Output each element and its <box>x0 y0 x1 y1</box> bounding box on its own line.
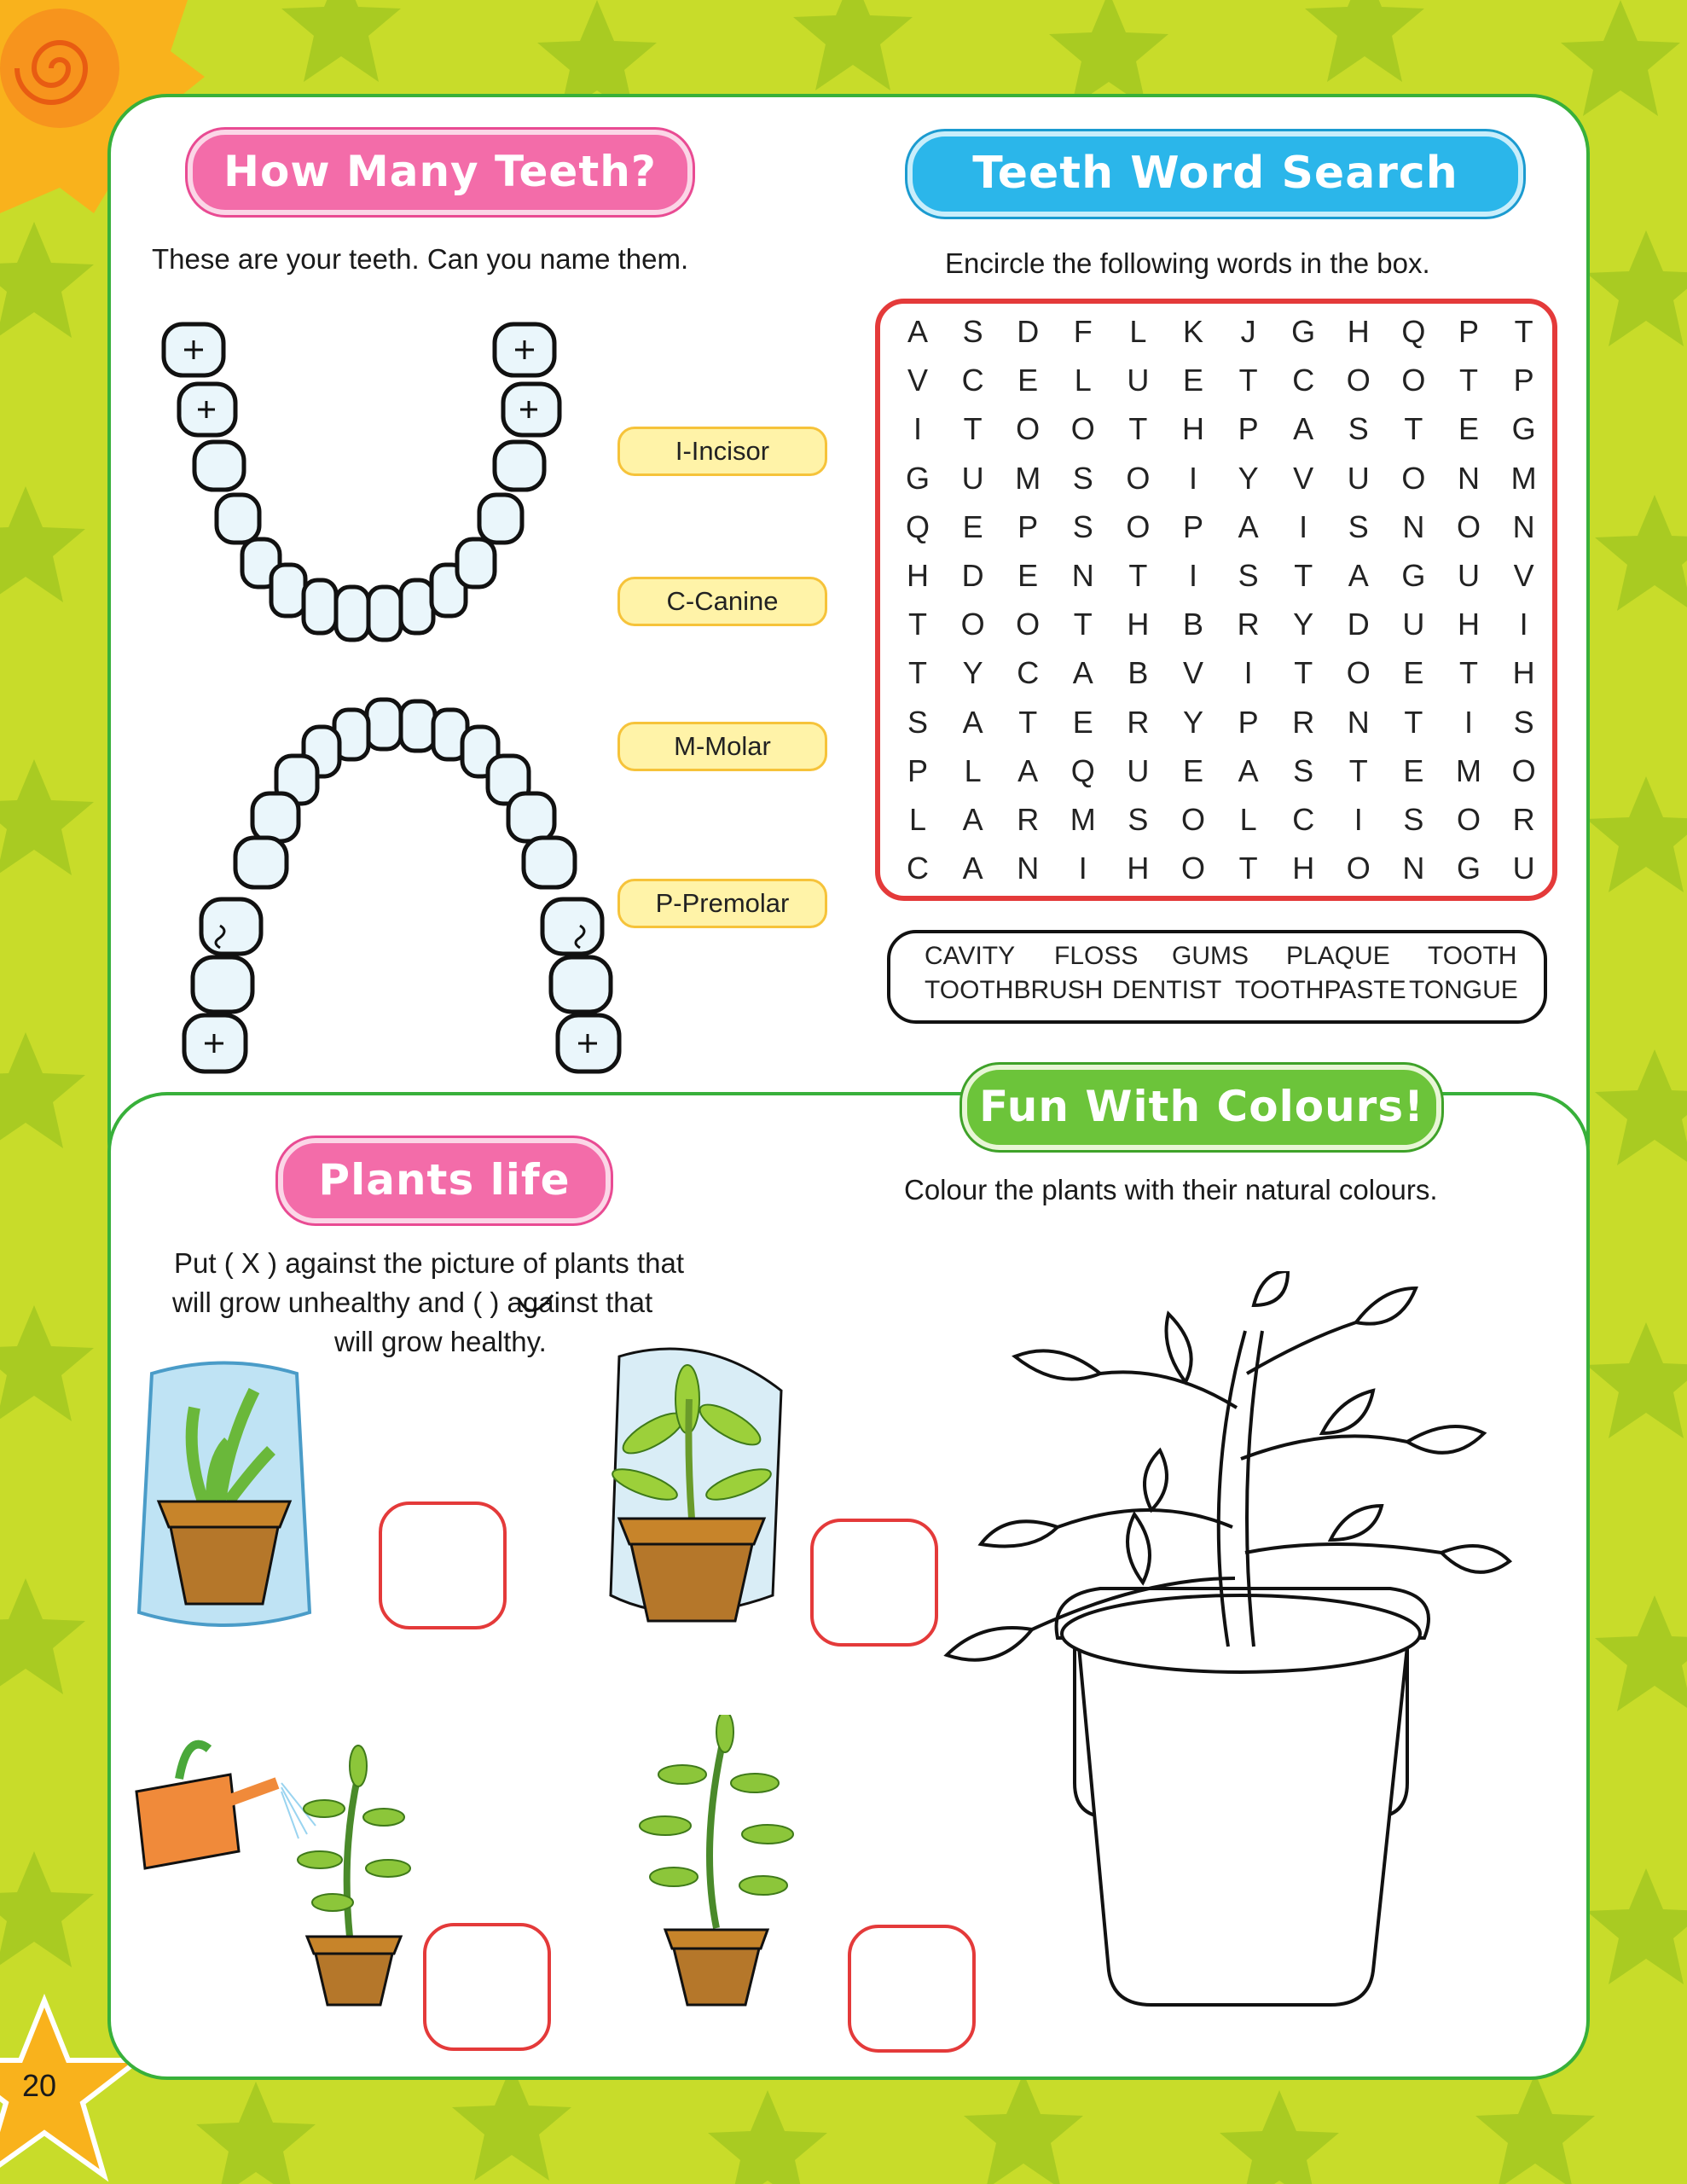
grid-letter[interactable]: L <box>1129 314 1147 349</box>
grid-letter[interactable]: U <box>961 460 984 496</box>
grid-letter[interactable]: A <box>1348 558 1369 593</box>
word-item: CAVITY <box>925 942 1016 970</box>
grid-letter[interactable]: A <box>907 314 928 349</box>
grid-letter[interactable]: I <box>1188 460 1197 496</box>
grid-letter[interactable]: I <box>1464 704 1473 740</box>
grid-letter[interactable]: S <box>962 314 983 349</box>
grid-letter[interactable]: P <box>1513 363 1534 398</box>
grid-letter[interactable]: C <box>961 363 984 398</box>
grid-letter[interactable]: T <box>1514 314 1533 349</box>
teeth-instruction: These are your teeth. Can you name them. <box>152 243 689 275</box>
grid-letter[interactable]: A <box>962 802 983 837</box>
plant-healthy-image <box>614 1715 819 2013</box>
grid-letter[interactable]: S <box>1072 508 1093 544</box>
grid-letter[interactable]: H <box>1127 851 1150 886</box>
grid-letter[interactable]: T <box>1018 704 1038 740</box>
word-list-box <box>887 930 1547 1024</box>
grid-letter[interactable]: U <box>1127 363 1150 398</box>
grid-letter[interactable]: P <box>1458 314 1479 349</box>
grid-letter[interactable]: O <box>1126 460 1151 496</box>
grid-letter[interactable]: O <box>1016 411 1041 447</box>
grid-letter[interactable]: O <box>1070 411 1095 447</box>
grid-letter[interactable]: I <box>1188 558 1197 593</box>
grid-letter[interactable]: Q <box>905 508 930 544</box>
word-item: TOOTHBRUSH <box>925 976 1104 1004</box>
grid-letter[interactable]: D <box>961 558 984 593</box>
grid-letter[interactable]: N <box>1347 704 1370 740</box>
grid-letter[interactable]: N <box>1402 851 1425 886</box>
grid-letter[interactable]: S <box>1238 558 1259 593</box>
grid-letter[interactable]: C <box>1017 655 1040 691</box>
grid-letter[interactable]: T <box>1073 607 1093 642</box>
grid-letter[interactable]: G <box>1401 558 1426 593</box>
plant-watering-can-image <box>128 1723 452 2013</box>
grid-letter[interactable]: G <box>905 460 930 496</box>
plants-instruction-line-1: Put ( X ) against the picture of plants that <box>174 1247 684 1279</box>
grid-letter[interactable]: P <box>1017 508 1039 544</box>
grid-letter[interactable]: P <box>907 752 928 788</box>
grid-letter[interactable]: T <box>1294 655 1313 691</box>
grid-letter[interactable]: O <box>1180 851 1205 886</box>
grid-letter[interactable]: L <box>1239 802 1257 837</box>
grid-letter[interactable]: P <box>1238 411 1259 447</box>
grid-letter[interactable]: H <box>1292 851 1315 886</box>
word-item: PLAQUE <box>1286 942 1390 970</box>
grid-letter[interactable]: S <box>1072 460 1093 496</box>
grid-letter[interactable]: I <box>1354 802 1363 837</box>
grid-letter[interactable]: I <box>1299 508 1308 544</box>
grid-letter[interactable]: R <box>1292 704 1315 740</box>
grid-letter[interactable]: H <box>1458 607 1480 642</box>
grid-letter[interactable]: U <box>1458 558 1480 593</box>
grid-letter[interactable]: U <box>1347 460 1370 496</box>
grid-letter[interactable]: H <box>1182 411 1204 447</box>
grid-letter[interactable]: M <box>1070 802 1096 837</box>
grid-letter[interactable]: T <box>1128 411 1148 447</box>
grid-letter[interactable]: O <box>1346 655 1371 691</box>
grid-letter[interactable]: M <box>1015 460 1041 496</box>
grid-letter[interactable]: G <box>1511 411 1536 447</box>
plant-under-glass-image <box>135 1356 314 1638</box>
grid-letter[interactable]: C <box>907 851 929 886</box>
grid-letter[interactable]: O <box>1456 508 1481 544</box>
grid-letter[interactable]: A <box>962 704 983 740</box>
grid-letter[interactable]: A <box>1017 752 1039 788</box>
grid-letter[interactable]: E <box>1072 704 1093 740</box>
grid-letter[interactable]: T <box>1294 558 1313 593</box>
grid-letter[interactable]: S <box>1403 802 1424 837</box>
answer-box-3[interactable] <box>423 1923 551 2051</box>
grid-letter[interactable]: G <box>1291 314 1316 349</box>
answer-box-1[interactable] <box>379 1502 507 1629</box>
grid-letter[interactable]: O <box>1180 802 1205 837</box>
grid-letter[interactable]: T <box>908 655 927 691</box>
grid-letter[interactable]: B <box>1182 607 1203 642</box>
plants-instruction-line-3: will grow healthy. <box>334 1326 547 1357</box>
grid-letter[interactable]: N <box>1071 558 1094 593</box>
grid-letter[interactable]: S <box>1513 704 1534 740</box>
grid-letter[interactable]: P <box>1182 508 1203 544</box>
grid-letter[interactable]: I <box>913 411 922 447</box>
grid-letter[interactable]: S <box>1293 752 1314 788</box>
grid-letter[interactable]: O <box>960 607 985 642</box>
grid-letter[interactable]: N <box>1458 460 1480 496</box>
grid-letter[interactable]: A <box>1293 411 1314 447</box>
grid-letter[interactable]: H <box>907 558 929 593</box>
grid-letter[interactable]: O <box>1126 508 1151 544</box>
grid-letter[interactable]: J <box>1240 314 1256 349</box>
plant-under-plastic-image <box>594 1339 798 1629</box>
grid-letter[interactable]: U <box>1512 851 1535 886</box>
word-item: DENTIST <box>1112 976 1222 1004</box>
grid-letter[interactable]: T <box>1404 704 1423 740</box>
grid-letter[interactable]: T <box>1238 851 1258 886</box>
grid-letter[interactable]: E <box>1017 558 1039 593</box>
grid-letter[interactable]: V <box>1182 655 1203 691</box>
grid-letter[interactable]: R <box>1237 607 1260 642</box>
grid-letter[interactable]: Y <box>962 655 983 691</box>
grid-letter[interactable]: O <box>1401 363 1426 398</box>
grid-letter[interactable]: T <box>963 411 983 447</box>
grid-letter[interactable]: N <box>1512 508 1535 544</box>
page-number: 20 <box>22 2068 57 2103</box>
grid-letter[interactable]: S <box>1348 411 1369 447</box>
grid-letter[interactable]: V <box>1513 558 1534 593</box>
grid-letter[interactable]: I <box>1078 851 1087 886</box>
grid-letter[interactable]: H <box>1347 314 1370 349</box>
grid-letter[interactable]: D <box>1017 314 1040 349</box>
grid-letter[interactable]: E <box>1403 752 1424 788</box>
grid-letter[interactable]: F <box>1073 314 1093 349</box>
grid-letter[interactable]: M <box>1456 752 1481 788</box>
word-item: TOOTH <box>1428 942 1517 970</box>
grid-letter[interactable]: E <box>1403 655 1424 691</box>
grid-letter[interactable]: R <box>1512 802 1535 837</box>
word-item: TONGUE <box>1409 976 1518 1004</box>
grid-letter[interactable]: U <box>1402 607 1425 642</box>
grid-letter[interactable]: D <box>1347 607 1370 642</box>
grid-letter[interactable]: Y <box>1182 704 1203 740</box>
grid-letter[interactable]: G <box>1456 851 1481 886</box>
grid-letter[interactable]: H <box>1512 655 1535 691</box>
grid-letter[interactable]: P <box>1238 704 1259 740</box>
grid-letter[interactable]: V <box>907 363 928 398</box>
grid-letter[interactable]: O <box>1346 363 1371 398</box>
grid-letter[interactable]: T <box>1238 363 1258 398</box>
grid-letter[interactable]: Q <box>1401 314 1426 349</box>
answer-box-2[interactable] <box>810 1519 938 1647</box>
grid-letter[interactable]: T <box>1128 558 1148 593</box>
grid-letter[interactable]: A <box>1072 655 1093 691</box>
grid-letter[interactable]: S <box>1128 802 1149 837</box>
word-item: TOOTHPASTE <box>1235 976 1406 1004</box>
grid-letter[interactable]: A <box>1238 752 1259 788</box>
grid-letter[interactable]: E <box>1458 411 1479 447</box>
grid-letter[interactable]: Y <box>1238 460 1259 496</box>
grid-letter[interactable]: I <box>1244 655 1253 691</box>
grid-letter[interactable]: A <box>1238 508 1259 544</box>
grid-letter[interactable]: H <box>1127 607 1150 642</box>
grid-letter[interactable]: E <box>1182 363 1203 398</box>
grid-letter[interactable]: T <box>908 607 927 642</box>
grid-letter[interactable]: O <box>1016 607 1041 642</box>
grid-letter[interactable]: L <box>964 752 982 788</box>
label-incisor: I-Incisor <box>617 427 827 476</box>
grid-letter[interactable]: N <box>1402 508 1425 544</box>
grid-letter[interactable]: I <box>1519 607 1528 642</box>
teeth-diagram <box>154 316 648 1083</box>
grid-letter[interactable]: S <box>1348 508 1369 544</box>
colours-instruction: Colour the plants with their natural colours. <box>904 1174 1438 1205</box>
grid-letter[interactable]: S <box>907 704 928 740</box>
tick-icon <box>513 1290 558 1319</box>
grid-letter[interactable]: T <box>1459 655 1478 691</box>
grid-letter[interactable]: M <box>1510 460 1537 496</box>
grid-letter[interactable]: E <box>962 508 983 544</box>
word-item: FLOSS <box>1054 942 1139 970</box>
plants-section-title: Plants life <box>278 1138 611 1223</box>
grid-letter[interactable]: T <box>1404 411 1423 447</box>
colours-section-title: Fun With Colours! <box>962 1065 1441 1150</box>
grid-letter[interactable]: T <box>1348 752 1368 788</box>
grid-letter[interactable]: O <box>1511 752 1536 788</box>
grid-letter[interactable]: C <box>1292 363 1315 398</box>
answer-box-4[interactable] <box>848 1925 976 2053</box>
grid-letter[interactable]: E <box>1017 363 1039 398</box>
grid-letter[interactable]: T <box>1459 363 1478 398</box>
grid-letter[interactable]: R <box>1127 704 1150 740</box>
teeth-section-title: How Many Teeth? <box>188 130 693 215</box>
grid-letter[interactable]: K <box>1182 314 1203 349</box>
grid-letter[interactable]: V <box>1293 460 1314 496</box>
label-canine: C-Canine <box>617 577 827 626</box>
grid-letter[interactable]: A <box>962 851 983 886</box>
grid-letter[interactable]: C <box>1292 802 1315 837</box>
plant-outline-drawing <box>930 1271 1518 2039</box>
word-search-grid <box>875 299 1557 901</box>
word-search-title: Teeth Word Search <box>907 131 1523 217</box>
label-molar: M-Molar <box>617 722 827 771</box>
word-item: GUMS <box>1172 942 1249 970</box>
grid-letter[interactable]: N <box>1017 851 1040 886</box>
grid-letter[interactable]: O <box>1401 460 1426 496</box>
label-premolar: P-Premolar <box>617 879 827 928</box>
grid-letter[interactable]: O <box>1346 851 1371 886</box>
grid-letter[interactable]: U <box>1127 752 1150 788</box>
plants-instruction-line-2: will grow unhealthy and ( ) against that <box>172 1287 653 1318</box>
grid-letter[interactable]: O <box>1456 802 1481 837</box>
word-search-instruction: Encircle the following words in the box. <box>945 247 1430 279</box>
grid-letter[interactable]: B <box>1128 655 1149 691</box>
grid-letter[interactable]: L <box>1074 363 1092 398</box>
grid-letter[interactable]: Q <box>1070 752 1095 788</box>
grid-letter[interactable]: E <box>1182 752 1203 788</box>
grid-letter[interactable]: L <box>908 802 927 837</box>
grid-letter[interactable]: R <box>1017 802 1040 837</box>
grid-letter[interactable]: Y <box>1293 607 1314 642</box>
